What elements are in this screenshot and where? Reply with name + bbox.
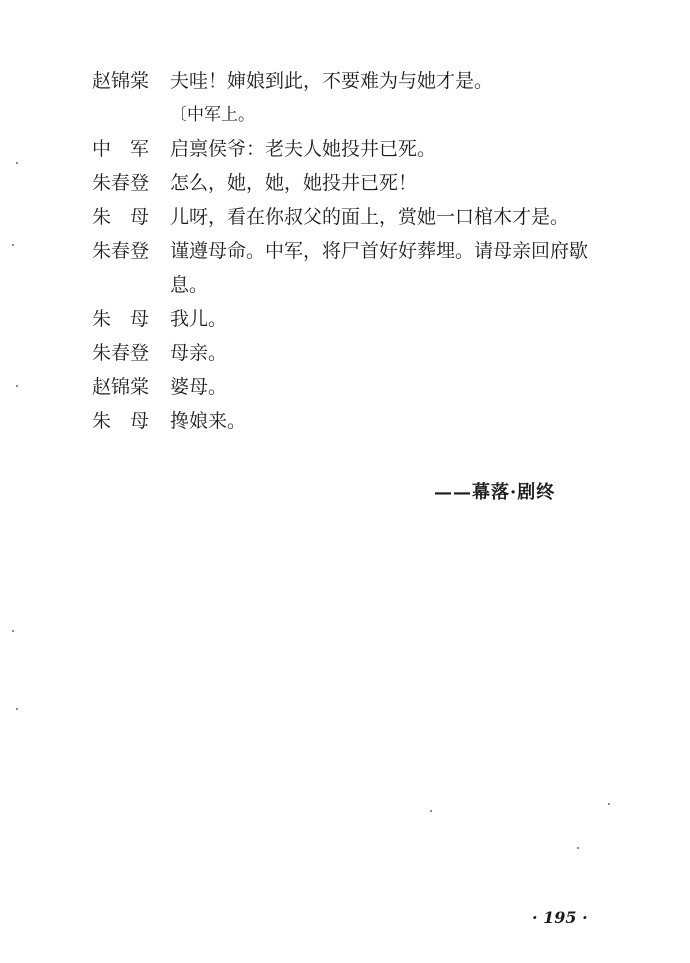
scan-speck: [12, 630, 14, 632]
speaker-name: 赵锦棠: [92, 70, 150, 92]
script-line: [92, 404, 652, 438]
speaker-name: 中 军: [92, 138, 150, 160]
script-line: [92, 234, 652, 268]
scan-speck: [608, 803, 610, 805]
script-line: [92, 64, 652, 98]
speech-text: 夫哇！婶娘到此，不要难为与她才是。: [170, 70, 494, 92]
speech-text: 儿呀，看在你叔父的面上，赏她一口棺木才是。: [170, 206, 570, 228]
speech-text: 怎么，她，她，她投井已死！: [170, 172, 418, 194]
script-line: [92, 370, 652, 404]
script-line: [92, 166, 652, 200]
script-line: [92, 302, 652, 336]
speaker-name: 朱春登: [92, 240, 150, 262]
speaker-name: 赵锦棠: [92, 376, 150, 398]
script-line-continuation: [92, 268, 652, 302]
scan-speck: [16, 162, 18, 164]
speech-text: 婆母。: [170, 376, 228, 398]
scan-speck: [16, 385, 18, 387]
scan-speck: [16, 708, 18, 710]
speaker-name: 朱 母: [92, 206, 150, 228]
speech-text: 搀娘来。: [170, 410, 247, 432]
speaker-name: 朱春登: [92, 342, 150, 364]
scan-speck: [577, 847, 579, 849]
speaker-name: 朱 母: [92, 410, 150, 432]
script-line: [92, 200, 652, 234]
page-number: · 195 ·: [532, 908, 588, 927]
speech-text: 谨遵母命。中军，将尸首好好葬埋。请母亲回府歇: [170, 240, 589, 262]
speech-text: 息。: [170, 274, 209, 296]
scan-speck: [430, 810, 432, 812]
stage-direction: [92, 98, 652, 132]
stage-direction-text: 〔中军上。: [170, 105, 255, 125]
speaker-name: 朱 母: [92, 308, 150, 330]
speech-text: 我儿。: [170, 308, 228, 330]
script-line: [92, 132, 652, 166]
speech-text: 母亲。: [170, 342, 228, 364]
speech-text: 启禀侯爷：老夫人她投井已死。: [170, 138, 437, 160]
script-body: [92, 64, 652, 438]
script-line: [92, 336, 652, 370]
curtain-ending: ——幕落·剧终: [434, 482, 556, 503]
scan-speck: [12, 244, 14, 246]
speaker-name: 朱春登: [92, 172, 150, 194]
